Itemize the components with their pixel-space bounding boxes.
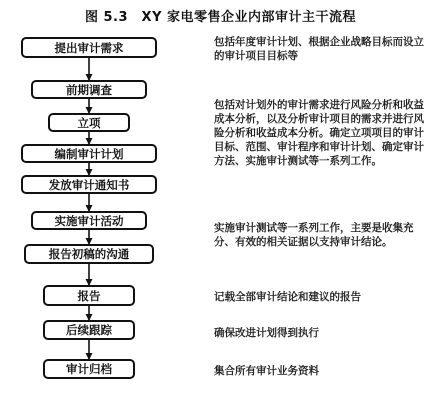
desc-audit-activities: 实施审计测试等一系列工作，主要是收集充分、有效的相关证据以支持审计结论。 bbox=[214, 222, 414, 248]
desc-archiving: 集合所有审计业务资料 bbox=[214, 365, 319, 377]
step-preliminary-survey: 前期调查 bbox=[31, 80, 147, 99]
desc-follow-up: 确保改进计划得到执行 bbox=[214, 327, 319, 339]
diagram-title: 图 5.3 XY 家电零售企业内部审计主干流程 bbox=[84, 10, 357, 25]
step-project-approval: 立项 bbox=[48, 113, 130, 132]
desc-project-planning: 包括对计划外的审计需求进行风险分析和收益成本分析，以及分析审计项目的需求并进行风险分析和收益成本分析。确定立项项目的审计目标、范围、审计程序和审计计划、确定审计方法、实施审计测试等一系列工作。 bbox=[214, 99, 424, 167]
step-audit-archiving: 审计归档 bbox=[43, 359, 135, 379]
step-prepare-audit-plan: 编制审计计划 bbox=[21, 144, 157, 163]
step-draft-report-communication: 报告初稿的沟通 bbox=[24, 244, 154, 264]
step-issue-audit-notice: 发放审计通知书 bbox=[21, 175, 157, 194]
desc-report: 记载全部审计结论和建议的报告 bbox=[214, 291, 361, 303]
step-submit-audit-demand: 提出审计需求 bbox=[21, 37, 157, 58]
step-perform-audit-activities: 实施审计活动 bbox=[31, 211, 147, 230]
step-follow-up: 后续跟踪 bbox=[43, 320, 135, 340]
step-report: 报告 bbox=[43, 285, 135, 306]
desc-audit-demand: 包括年度审计计划、根据企业战略目标而设立的审计项目目标等 bbox=[214, 36, 424, 62]
